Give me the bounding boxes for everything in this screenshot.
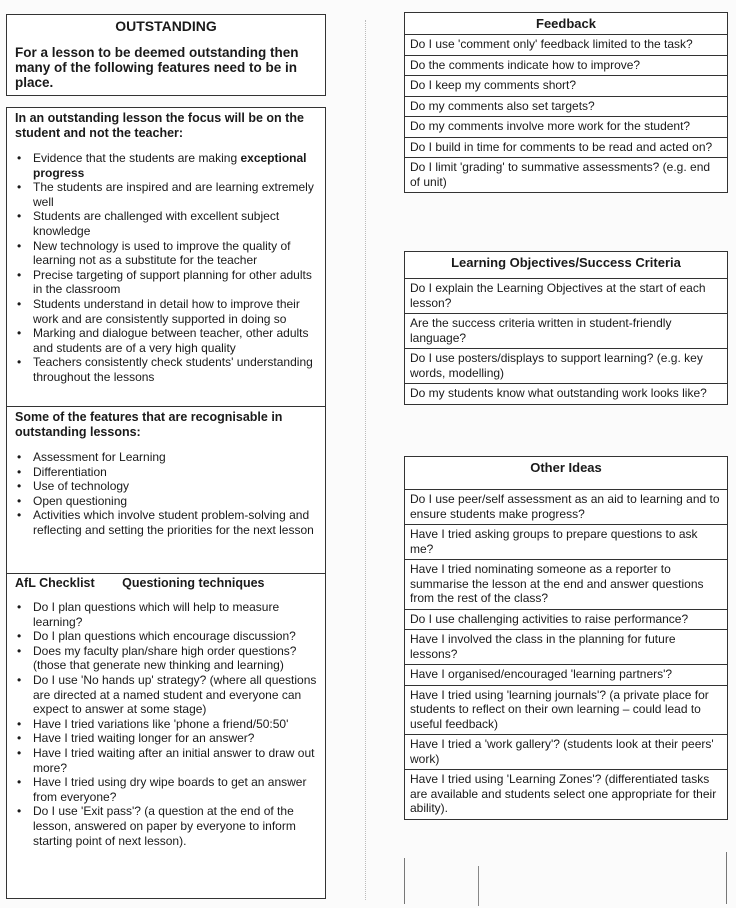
list-item: • Students are challenged with excellent subject knowledge <box>15 209 317 238</box>
list-item: • The students are inspired and are learning extremely well <box>15 180 317 209</box>
list-item: • Do I plan questions which encourage discussion? <box>15 629 317 644</box>
features-section <box>7 406 325 573</box>
table-row: Have I tried asking groups to prepare questions to ask me? <box>405 524 727 559</box>
table-row: Do I keep my comments short? <box>405 75 727 96</box>
list-item: • Have I tried waiting after an initial answer to draw out more? <box>15 746 317 775</box>
table-row: Do my comments also set targets? <box>405 96 727 117</box>
list-item: • Do I use 'No hands up' strategy? (where all questions are directed at a named student and everyone can expect to answer at some stage) <box>15 673 317 717</box>
table-row: Do I use 'comment only' feedback limited to the task? <box>405 34 727 55</box>
table-row: Do I use challenging activities to raise performance? <box>405 609 727 630</box>
list-item: • Assessment for Learning <box>15 450 317 465</box>
list-item: • Open questioning <box>15 494 317 509</box>
list-item: • Have I tried variations like 'phone a friend/50:50' <box>15 717 317 732</box>
features-heading: Some of the features that are recognisable in outstanding lessons: <box>15 410 283 439</box>
outstanding-criteria-box <box>6 107 326 899</box>
afl-heading <box>15 576 317 591</box>
table-row: Do I explain the Learning Objectives at the start of each lesson? <box>405 278 727 313</box>
objectives-title: Learning Objectives/Success Criteria <box>451 255 681 270</box>
table-row: Do I limit 'grading' to summative assessments? (e.g. end of unit) <box>405 157 727 192</box>
table-row: Do I use posters/displays to support learning? (e.g. key words, modelling) <box>405 348 727 383</box>
table-row: Do I use peer/self assessment as an aid to learning and to ensure students make progress? <box>405 489 727 524</box>
other-ideas-box <box>404 456 728 820</box>
list-item: • Teachers consistently check students' understanding throughout the lessons <box>15 355 317 384</box>
scan-mark <box>726 852 727 904</box>
table-row: Have I tried a 'work gallery'? (students look at their peers' work) <box>405 734 727 769</box>
afl-subtitle: Questioning techniques <box>122 576 265 590</box>
list-item: • Have I tried using dry wipe boards to get an answer from everyone? <box>15 775 317 804</box>
table-row: Have I involved the class in the planning for future lessons? <box>405 629 727 664</box>
list-item: • Do I plan questions which will help to measure learning? <box>15 600 317 629</box>
list-item: • Students understand in detail how to improve their work and are consistently supported in doing so <box>15 297 317 326</box>
table-row: Do my students know what outstanding work looks like? <box>405 383 727 404</box>
features-list <box>15 450 317 538</box>
list-item: • Evidence that the students are making exceptional progress <box>15 151 317 180</box>
outstanding-intro: For a lesson to be deemed outstanding then many of the following features need to be in place. <box>15 45 299 90</box>
table-row: Are the success criteria written in student-friendly language? <box>405 313 727 348</box>
table-row: Have I tried using 'learning journals'? (a private place for students to reflect on their own learning – could lead to useful feedback) <box>405 685 727 735</box>
focus-list <box>15 151 317 385</box>
table-row: Do my comments involve more work for the student? <box>405 116 727 137</box>
list-item: • Have I tried waiting longer for an answer? <box>15 731 317 746</box>
outstanding-title: OUTSTANDING <box>115 18 217 34</box>
list-item: • Marking and dialogue between teacher, other adults and students are of a very high quality <box>15 326 317 355</box>
table-row: Have I organised/encouraged 'learning partners'? <box>405 664 727 685</box>
scan-mark <box>478 866 479 906</box>
list-item: • Use of technology <box>15 479 317 494</box>
afl-label: AfL Checklist <box>15 576 95 590</box>
list-item: • Activities which involve student problem-solving and reflecting and setting the priorities for the next lesson <box>15 508 317 537</box>
table-row: Have I tried nominating someone as a reporter to summarise the lesson at the end and answer questions from the rest of the class? <box>405 559 727 609</box>
focus-section <box>7 108 325 406</box>
list-item: • Differentiation <box>15 465 317 480</box>
feedback-title: Feedback <box>536 16 596 31</box>
table-row: Do I build in time for comments to be read and acted on? <box>405 137 727 158</box>
afl-section <box>7 573 325 848</box>
objectives-box <box>404 251 728 405</box>
outstanding-header-box <box>6 14 326 96</box>
list-item: • Do I use 'Exit pass'? (a question at the end of the lesson, answered on paper by everyone to inform starting point of next lesson). <box>15 804 317 848</box>
afl-list <box>15 600 317 848</box>
fold-line <box>365 20 366 900</box>
list-item: • Does my faculty plan/share high order questions? (those that generate new thinking and learning) <box>15 644 317 673</box>
scan-mark <box>404 858 405 904</box>
table-row: Do the comments indicate how to improve? <box>405 55 727 76</box>
other-ideas-title: Other Ideas <box>530 460 602 475</box>
list-item: • Precise targeting of support planning for other adults in the classroom <box>15 268 317 297</box>
feedback-box <box>404 12 728 193</box>
list-item: • New technology is used to improve the quality of learning not as a substitute for the teacher <box>15 239 317 268</box>
table-row: Have I tried using 'Learning Zones'? (differentiated tasks are available and students select one appropriate for their ability). <box>405 769 727 819</box>
focus-heading: In an outstanding lesson the focus will be on the student and not the teacher: <box>15 111 304 140</box>
